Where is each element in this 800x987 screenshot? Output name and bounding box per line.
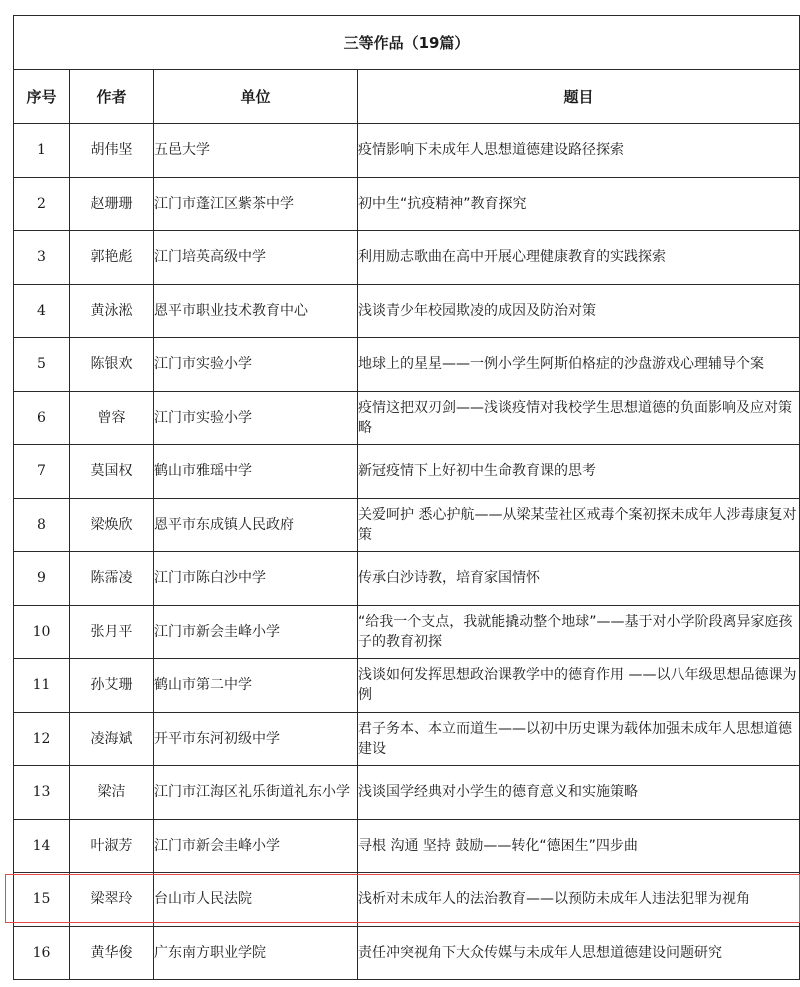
table-row <box>14 712 800 766</box>
table-row-highlighted <box>14 873 800 927</box>
cell-unit: 恩平市职业技术教育中心 <box>154 284 358 338</box>
cell-author: 莫国权 <box>70 445 154 499</box>
cell-author: 郭艳彪 <box>70 231 154 285</box>
table-row <box>14 231 800 285</box>
table-row <box>14 391 800 445</box>
cell-unit: 江门市实验小学 <box>154 338 358 392</box>
cell-title: 关爱呵护 悉心护航——从梁某莹社区戒毒个案初探未成年人涉毒康复对策 <box>358 498 800 552</box>
header-author: 作者 <box>70 70 154 124</box>
cell-author: 梁翠玲 <box>70 873 154 927</box>
cell-unit: 鹤山市雅瑶中学 <box>154 445 358 499</box>
cell-author: 梁洁 <box>70 766 154 820</box>
cell-no: 2 <box>14 177 70 231</box>
cell-title: 浅谈青少年校园欺凌的成因及防治对策 <box>358 284 800 338</box>
cell-author: 梁焕欣 <box>70 498 154 552</box>
section-title: 三等作品（19篇） <box>14 16 800 70</box>
cell-no: 5 <box>14 338 70 392</box>
cell-title: 地球上的星星——一例小学生阿斯伯格症的沙盘游戏心理辅导个案 <box>358 338 800 392</box>
cell-author: 陈霈凌 <box>70 552 154 606</box>
cell-author: 赵珊珊 <box>70 177 154 231</box>
cell-title: 传承白沙诗教，培育家国情怀 <box>358 552 800 606</box>
cell-no: 9 <box>14 552 70 606</box>
cell-title: 初中生“抗疫精神”教育探究 <box>358 177 800 231</box>
table-row <box>14 284 800 338</box>
cell-unit: 五邑大学 <box>154 124 358 178</box>
cell-no: 15 <box>14 873 70 927</box>
cell-title: 利用励志歌曲在高中开展心理健康教育的实践探索 <box>358 231 800 285</box>
cell-author: 黄泳淞 <box>70 284 154 338</box>
cell-author: 张月平 <box>70 605 154 659</box>
table-row <box>14 498 800 552</box>
cell-title: 责任冲突视角下大众传媒与未成年人思想道德建设问题研究 <box>358 926 800 980</box>
cell-no: 16 <box>14 926 70 980</box>
cell-title: 浅析对未成年人的法治教育——以预防未成年人违法犯罪为视角 <box>358 873 800 927</box>
table-row <box>14 338 800 392</box>
header-title: 题目 <box>358 70 800 124</box>
cell-no: 8 <box>14 498 70 552</box>
cell-author: 凌海斌 <box>70 712 154 766</box>
cell-author: 胡伟坚 <box>70 124 154 178</box>
cell-unit: 鹤山市第二中学 <box>154 659 358 713</box>
cell-unit: 江门市新会圭峰小学 <box>154 605 358 659</box>
cell-no: 14 <box>14 819 70 873</box>
cell-title: 疫情影响下未成年人思想道德建设路径探索 <box>358 124 800 178</box>
cell-title: “给我一个支点，我就能撬动整个地球”——基于对小学阶段离异家庭孩子的教育初探 <box>358 605 800 659</box>
cell-title: 疫情这把双刃剑——浅谈疫情对我校学生思想道德的负面影响及应对策略 <box>358 391 800 445</box>
cell-unit: 江门市江海区礼乐街道礼东小学 <box>154 766 358 820</box>
cell-author: 黄华俊 <box>70 926 154 980</box>
header-unit: 单位 <box>154 70 358 124</box>
cell-title: 浅谈国学经典对小学生的德育意义和实施策略 <box>358 766 800 820</box>
cell-author: 陈银欢 <box>70 338 154 392</box>
table-row <box>14 926 800 980</box>
header-no: 序号 <box>14 70 70 124</box>
section-title-row <box>14 16 800 70</box>
table-row <box>14 124 800 178</box>
cell-title: 君子务本、本立而道生——以初中历史课为载体加强未成年人思想道德建设 <box>358 712 800 766</box>
table-row <box>14 659 800 713</box>
cell-no: 7 <box>14 445 70 499</box>
cell-unit: 台山市人民法院 <box>154 873 358 927</box>
table-row <box>14 605 800 659</box>
table-row <box>14 445 800 499</box>
cell-author: 孙艾珊 <box>70 659 154 713</box>
cell-unit: 江门培英高级中学 <box>154 231 358 285</box>
cell-no: 10 <box>14 605 70 659</box>
cell-no: 12 <box>14 712 70 766</box>
cell-title: 新冠疫情下上好初中生命教育课的思考 <box>358 445 800 499</box>
header-row <box>14 70 800 124</box>
cell-no: 3 <box>14 231 70 285</box>
cell-unit: 江门市陈白沙中学 <box>154 552 358 606</box>
cell-no: 4 <box>14 284 70 338</box>
cell-no: 6 <box>14 391 70 445</box>
cell-author: 叶淑芳 <box>70 819 154 873</box>
cell-no: 11 <box>14 659 70 713</box>
table-row <box>14 819 800 873</box>
table-row <box>14 177 800 231</box>
cell-unit: 广东南方职业学院 <box>154 926 358 980</box>
cell-unit: 恩平市东成镇人民政府 <box>154 498 358 552</box>
table-row <box>14 766 800 820</box>
cell-unit: 开平市东河初级中学 <box>154 712 358 766</box>
cell-unit: 江门市实验小学 <box>154 391 358 445</box>
cell-no: 13 <box>14 766 70 820</box>
cell-unit: 江门市蓬江区紫茶中学 <box>154 177 358 231</box>
awards-table <box>13 15 800 980</box>
cell-title: 浅谈如何发挥思想政治课教学中的德育作用 ——以八年级思想品德课为例 <box>358 659 800 713</box>
cell-no: 1 <box>14 124 70 178</box>
cell-author: 曾容 <box>70 391 154 445</box>
cell-title: 寻根 沟通 坚持 鼓励——转化“德困生”四步曲 <box>358 819 800 873</box>
table-row <box>14 552 800 606</box>
cell-unit: 江门市新会圭峰小学 <box>154 819 358 873</box>
